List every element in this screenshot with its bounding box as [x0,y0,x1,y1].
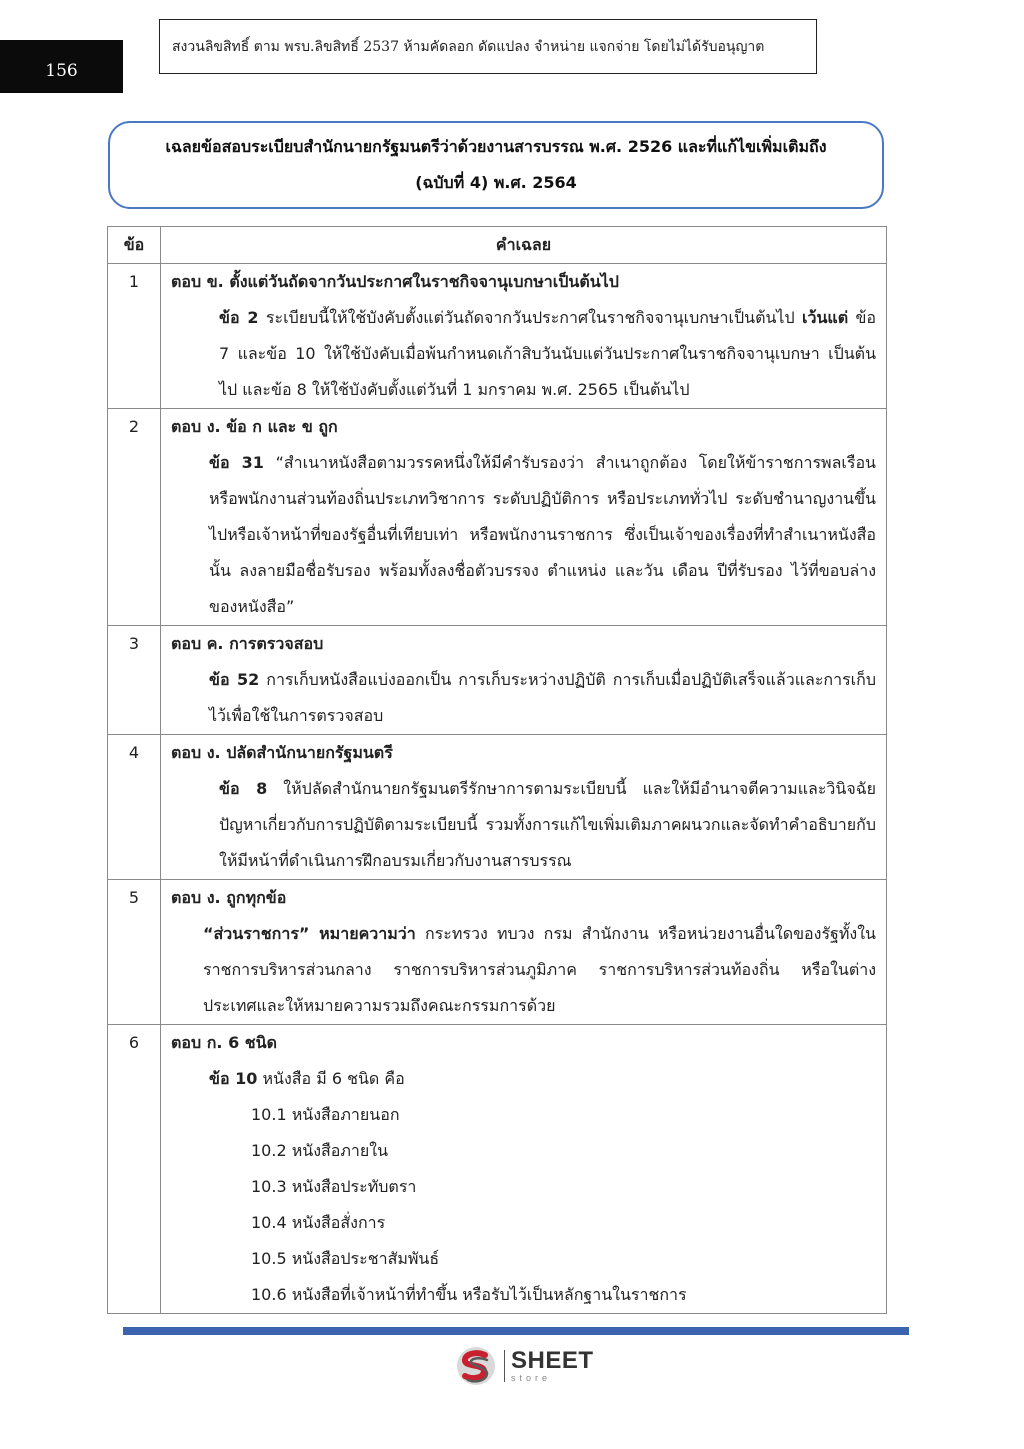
table-row [108,1025,887,1314]
answer-cell [161,409,887,626]
list-item: 10.1 หนังสือภายนอก [251,1105,400,1124]
question-number: 6 [108,1025,161,1314]
answer-explanation [171,1061,876,1097]
copyright-text: สงวนลิขสิทธิ์ ตาม พรบ.ลิขสิทธิ์ 2537 ห้ามคัดลอก ดัดแปลง จำหน่าย แจกจ่าย โดยไม่ได้รับอนุญาต [172,38,765,55]
answer-heading: ตอบ ก. 6 ชนิด [171,1033,277,1052]
answer-cell [161,735,887,880]
answer-cell [161,880,887,1025]
clause-ref: ข้อ 10 [209,1069,258,1088]
list-item: 10.5 หนังสือประชาสัมพันธ์ [251,1249,440,1268]
table-row [108,409,887,626]
definition-term: “ส่วนราชการ” หมายความว่า [203,924,416,943]
answer-heading: ตอบ ง. ถูกทุกข้อ [171,888,287,907]
logo-separator [504,1350,505,1382]
question-number: 1 [108,264,161,409]
answer-explanation [171,771,876,879]
list-item: 10.3 หนังสือประทับตรา [251,1177,417,1196]
explanation-text: การเก็บหนังสือแบ่งออกเป็น การเก็บระหว่างปฏิบัติ การเก็บเมื่อปฏิบัติเสร็จแล้วและการเก็บไว้เพื่อใช้ในการตรวจสอบ [209,670,876,725]
clause-ref: ข้อ 8 [219,779,268,798]
sheet-store-logo [456,1346,594,1386]
answer-cell [161,626,887,735]
header-number: ข้อ [108,227,161,264]
answer-cell [161,1025,887,1314]
answer-heading: ตอบ ง. ปลัดสำนักนายกรัฐมนตรี [171,743,393,762]
footer-divider [123,1327,909,1335]
answer-table [107,226,887,1314]
clause-ref: ข้อ 31 [209,453,264,472]
clause-ref: ข้อ 2 [219,308,259,327]
list-item: 10.4 หนังสือสั่งการ [251,1213,386,1232]
list-item: 10.6 หนังสือที่เจ้าหน้าที่ทำขึ้น หรือรับไว้เป็นหลักฐานในราชการ [251,1285,687,1304]
logo-subword: store [511,1373,552,1383]
page-number: 156 [0,40,123,93]
explanation-text: ระเบียบนี้ให้ใช้บังคับตั้งแต่วันถัดจากวันประกาศในราชกิจจานุเบกษาเป็นต้นไป [258,308,802,327]
answer-explanation [171,445,876,625]
explanation-text: ข้อ 7 และข้อ 10 ให้ใช้บังคับเมื่อพ้นกำหนดเก้าสิบวันนับแต่วันประกาศในราชกิจจานุเบกษา เป็นต้นไป และข้อ 8 ให้ใช้บังคับตั้งแต่วันที่ 1 มกราคม พ.ศ. 2565 เป็นต้นไป [219,308,877,399]
answer-cell [161,264,887,409]
document-title [108,121,884,209]
logo-text [511,1349,594,1383]
table-row [108,735,887,880]
copyright-notice [159,19,817,74]
answer-explanation [171,662,876,734]
table-row [108,264,887,409]
logo-word: SHEET [511,1347,594,1374]
header-answer: คำเฉลย [161,227,887,264]
emphasis-text: เว้นแต่ [801,308,849,327]
list-item: 10.2 หนังสือภายใน [251,1141,389,1160]
question-number: 5 [108,880,161,1025]
explanation-text: กระทรวง ทบวง กรม สำนักงาน หรือหน่วยงานอื่นใดของรัฐทั้งในราชการบริหารส่วนกลาง ราชการบริหารส่วนภูมิภาค ราชการบริหารส่วนท้องถิ่น หรือในต่างประเทศและให้หมายความรวมถึงคณะกรรมการด้วย [203,924,876,1015]
logo-s-icon [456,1346,496,1386]
answer-heading: ตอบ ข. ตั้งแต่วันถัดจากวันประกาศในราชกิจจานุเบกษาเป็นต้นไป [171,272,619,291]
clause-ref: ข้อ 52 [209,670,260,689]
question-number: 3 [108,626,161,735]
answer-explanation [171,300,876,408]
question-number: 2 [108,409,161,626]
question-number: 4 [108,735,161,880]
answer-explanation [171,916,876,1024]
title-line-1: เฉลยข้อสอบระเบียบสำนักนายกรัฐมนตรีว่าด้วยงานสารบรรณ พ.ศ. 2526 และที่แก้ไขเพิ่มเติมถึง [165,137,827,156]
title-line-2: (ฉบับที่ 4) พ.ศ. 2564 [415,173,577,192]
explanation-text: ให้ปลัดสำนักนายกรัฐมนตรีรักษาการตามระเบียบนี้ และให้มีอำนาจตีความและวินิจฉัยปัญหาเกี่ยวกับการปฏิบัติตามระเบียบนี้ รวมทั้งการแก้ไขเพิ่มเติมภาคผนวกและจัดทำคำอธิบายกับให้มีหน้าที่ดำเนินการฝึกอบรมเกี่ยวกับงานสารบรรณ [219,779,877,870]
table-row [108,880,887,1025]
explanation-text: หนังสือ มี 6 ชนิด คือ [257,1069,405,1088]
answer-heading: ตอบ ง. ข้อ ก และ ข ถูก [171,417,338,436]
table-row [108,626,887,735]
explanation-text: “สำเนาหนังสือตามวรรคหนึ่งให้มีคำรับรองว่า สำเนาถูกต้อง โดยให้ข้าราชการพลเรือนหรือพนักงานส่วนท้องถิ่นประเภทวิชาการ ระดับปฏิบัติการ หรือประเภททั่วไป ระดับชำนาญงานขึ้นไปหรือเจ้าหน้าที่ของรัฐอื่นที่เทียบเท่า หรือพนักงานราชการ ซึ่งเป็นเจ้าของเรื่องที่ทำสำเนาหนังสือนั้น ลงลายมือชื่อรับรอง พร้อมทั้งลงชื่อตัวบรรจง ตำแหน่ง และวัน เดือน ปีที่รับรอง ไว้ที่ขอบล่างของหนังสือ” [209,453,876,616]
answer-heading: ตอบ ค. การตรวจสอบ [171,634,324,653]
table-header-row [108,227,887,264]
